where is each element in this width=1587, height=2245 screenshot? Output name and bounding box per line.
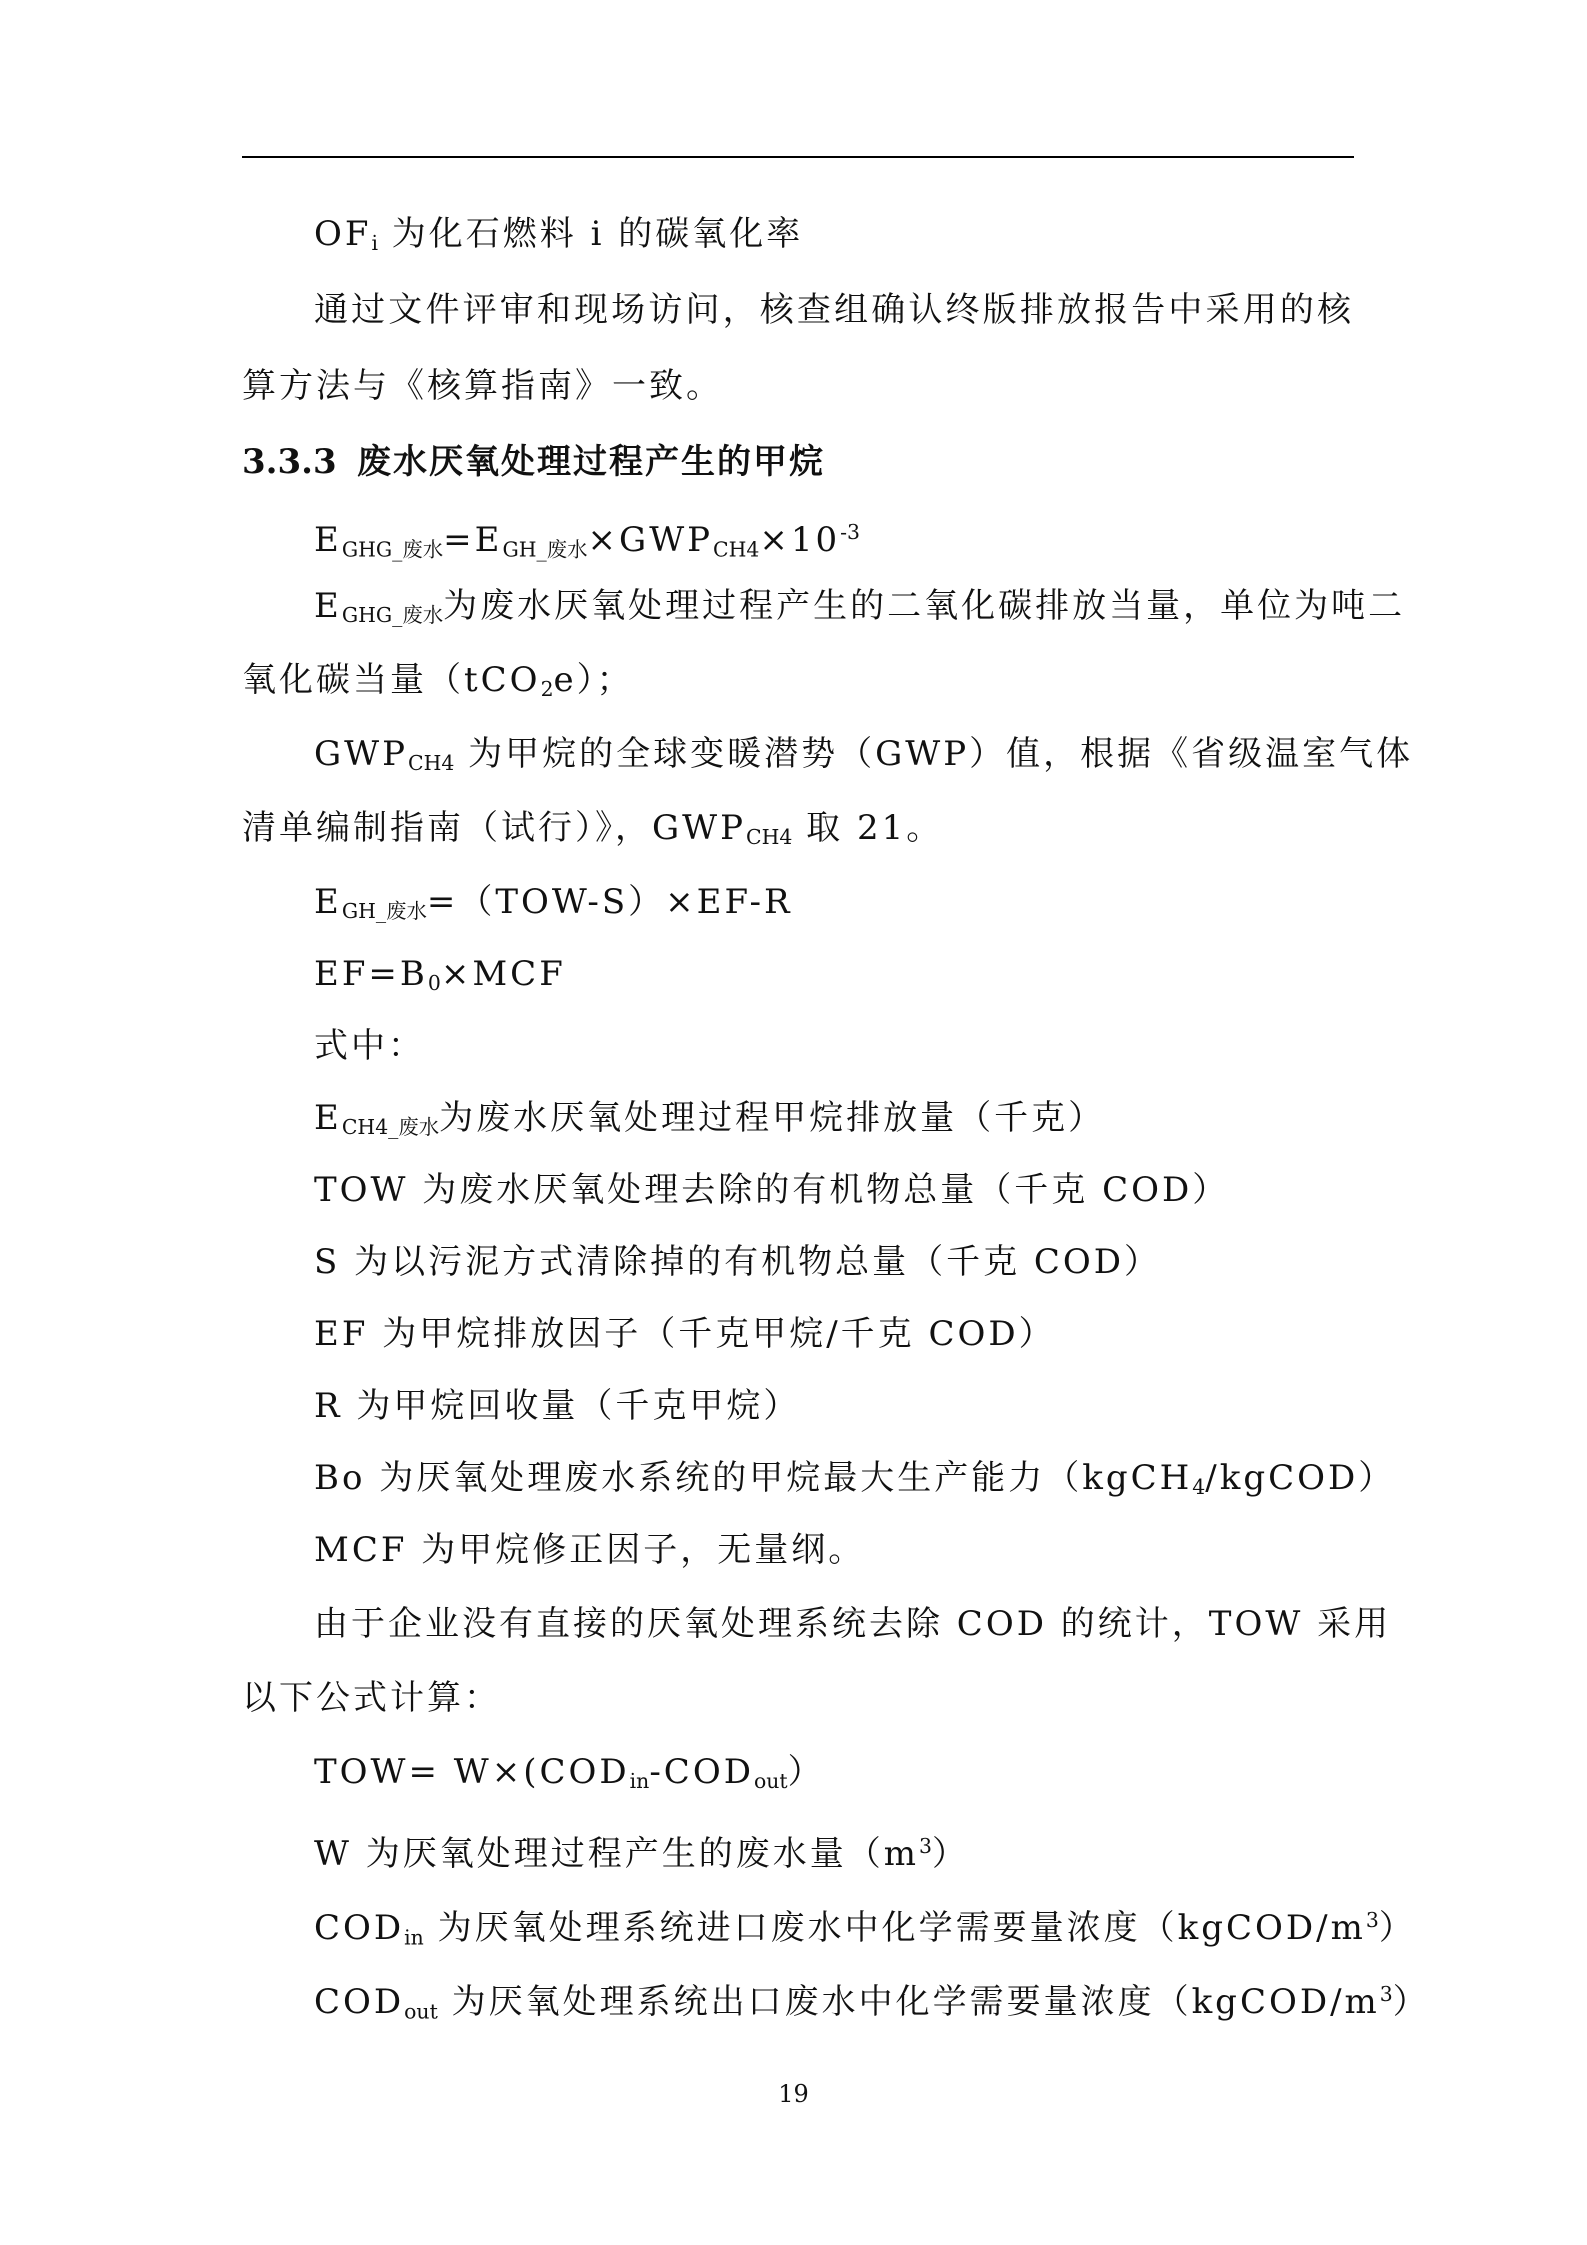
definition-cod-out: $COD_{out}$ 为厌氧处理系统出口废水中化学需要量浓度$(kgCOD/m^3)$ bbox=[314, 1982, 1430, 2024]
paragraph-tow-note-cont: 以下公式计算： bbox=[242, 1678, 501, 1718]
definition-tow: TOW 为废水厌氧处理去除的有机物总量（千克 COD） bbox=[314, 1170, 1230, 1210]
section-heading bbox=[242, 440, 825, 484]
definition-gwp: $GWP_{CH4}$ 为甲烷的全球变暖潜势（GWP）值，根据《省级温室气体 bbox=[314, 734, 1414, 776]
definition-gwp-cont: 清单编制指南（试行）》，$GWP_{CH4}$ 取 21。 bbox=[242, 808, 944, 850]
page-number: 19 bbox=[778, 2080, 809, 2108]
formula-eghg: $E_{GHG\_废水}=E_{GH\_废水}\times GWP_{CH4}\times 10^{-3}$ bbox=[314, 520, 861, 562]
header-rule bbox=[242, 156, 1354, 158]
formula-egh: $E_{GH\_废水}=(TOW-S)\times EF-R$ bbox=[314, 882, 793, 924]
definition-bo: Bo 为厌氧处理废水系统的甲烷最大生产能力（kgCH$_4$/kgCOD） bbox=[314, 1458, 1396, 1500]
definition-ef: EF 为甲烷排放因子（千克甲烷/千克 COD） bbox=[314, 1314, 1056, 1354]
definition-s: S 为以污泥方式清除掉的有机物总量（千克 COD） bbox=[314, 1242, 1162, 1282]
formula-tow: $TOW= W\times(COD_{in}-COD_{out})$ bbox=[314, 1752, 825, 1794]
definition-eghg-cont: 氧化碳当量（tCO$_2$e）； bbox=[242, 660, 634, 702]
paragraph-verification-cont: 算方法与《核算指南》一致。 bbox=[242, 366, 723, 406]
definition-mcf: MCF 为甲烷修正因子，无量纲。 bbox=[314, 1530, 866, 1570]
section-title: 废水厌氧处理过程产生的甲烷 bbox=[357, 442, 825, 482]
paragraph-verification: 通过文件评审和现场访问，核查组确认终版排放报告中采用的核 bbox=[314, 290, 1354, 330]
definition-w: W 为厌氧处理过程产生的废水量$(m^3)$ bbox=[314, 1834, 969, 1875]
paragraph-tow-note: 由于企业没有直接的厌氧处理系统去除 COD 的统计，TOW 采用 bbox=[314, 1604, 1392, 1644]
formula-ef: $EF=B_0\times MCF$ bbox=[314, 954, 566, 996]
definition-r: R 为甲烷回收量（千克甲烷） bbox=[314, 1386, 801, 1426]
definition-ech4: $E_{CH4\_废水}$为废水厌氧处理过程甲烷排放量（千克） bbox=[314, 1098, 1106, 1140]
definition-cod-in: $COD_{in}$ 为厌氧处理系统进口废水中化学需要量浓度$(kgCOD/m^3)$ bbox=[314, 1908, 1416, 1950]
where-label: 式中： bbox=[314, 1026, 425, 1066]
definition-eghg: $E_{GHG\_废水}$为废水厌氧处理过程产生的二氧化碳排放当量，单位为吨二 bbox=[314, 586, 1406, 628]
section-number: 3.3.3 bbox=[242, 442, 337, 482]
definition-of: $OF_i$ 为化石燃料 i 的碳氧化率 bbox=[314, 214, 804, 256]
